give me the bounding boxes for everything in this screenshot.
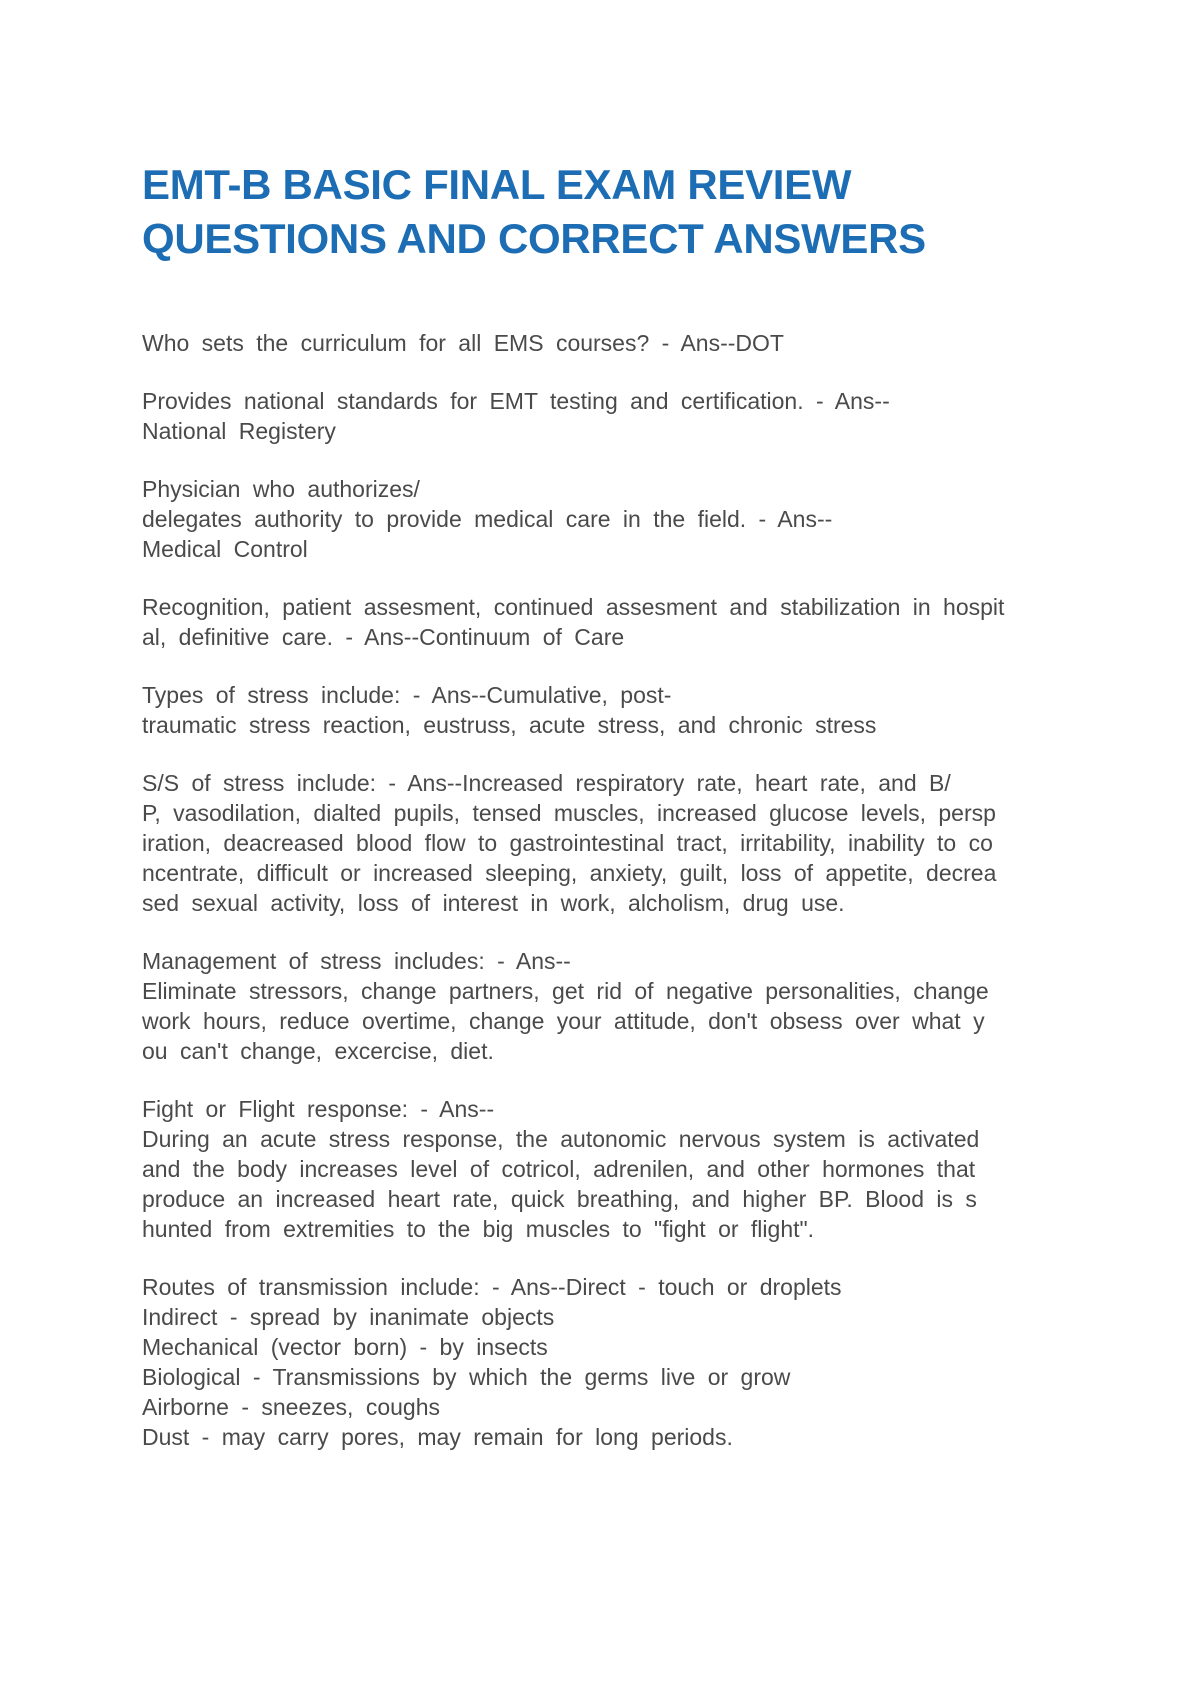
qa-line: S/S of stress include: - Ans--Increased respiratory rate, heart rate, and B/	[142, 770, 951, 796]
qa-line: al, definitive care. - Ans--Continuum of Care	[142, 624, 625, 650]
qa-line: Physician who authorizes/	[142, 476, 420, 502]
qa-entry	[142, 946, 1062, 1066]
qa-line: Airborne - sneezes, coughs	[142, 1394, 440, 1420]
qa-line: delegates authority to provide medical care in the field. - Ans--	[142, 506, 833, 532]
qa-line: Management of stress includes: - Ans--	[142, 948, 571, 974]
qa-line: Provides national standards for EMT testing and certification. - Ans--	[142, 388, 890, 414]
qa-line: iration, deacreased blood flow to gastrointestinal tract, irritability, inability to co	[142, 830, 993, 856]
qa-line: ncentrate, difficult or increased sleeping, anxiety, guilt, loss of appetite, decrea	[142, 860, 997, 886]
qa-line: Recognition, patient assesment, continued assesment and stabilization in hospit	[142, 594, 1005, 620]
qa-line: and the body increases level of cotricol, adrenilen, and other hormones that	[142, 1156, 976, 1182]
qa-line: Mechanical (vector born) - by insects	[142, 1334, 548, 1360]
qa-line: Eliminate stressors, change partners, get rid of negative personalities, change	[142, 978, 989, 1004]
qa-line: produce an increased heart rate, quick breathing, and higher BP. Blood is s	[142, 1186, 977, 1212]
qa-line: Biological - Transmissions by which the germs live or grow	[142, 1364, 791, 1390]
qa-line: P, vasodilation, dialted pupils, tensed muscles, increased glucose levels, persp	[142, 800, 996, 826]
qa-line: During an acute stress response, the autonomic nervous system is activated	[142, 1126, 980, 1152]
document-title	[142, 158, 1062, 266]
title-line-2: QUESTIONS AND CORRECT ANSWERS	[142, 215, 926, 262]
qa-line: Who sets the curriculum for all EMS courses? - Ans--DOT	[142, 330, 784, 356]
qa-line: ou can't change, excercise, diet.	[142, 1038, 494, 1064]
qa-entry	[142, 768, 1062, 918]
qa-list	[142, 328, 1062, 1452]
qa-line: Routes of transmission include: - Ans--Direct - touch or droplets	[142, 1274, 842, 1300]
qa-line: hunted from extremities to the big muscles to "fight or flight".	[142, 1216, 815, 1242]
qa-line: Dust - may carry pores, may remain for long periods.	[142, 1424, 733, 1450]
qa-line: sed sexual activity, loss of interest in work, alcholism, drug use.	[142, 890, 845, 916]
qa-line: Medical Control	[142, 536, 308, 562]
qa-entry	[142, 474, 1062, 564]
qa-entry	[142, 680, 1062, 740]
qa-line: Indirect - spread by inanimate objects	[142, 1304, 555, 1330]
qa-entry	[142, 386, 1062, 446]
title-line-1: EMT-B BASIC FINAL EXAM REVIEW	[142, 161, 852, 208]
qa-line: Types of stress include: - Ans--Cumulative, post-	[142, 682, 672, 708]
qa-entry	[142, 592, 1062, 652]
qa-entry	[142, 1094, 1062, 1244]
qa-line: work hours, reduce overtime, change your attitude, don't obsess over what y	[142, 1008, 985, 1034]
qa-entry	[142, 328, 1062, 358]
qa-line: Fight or Flight response: - Ans--	[142, 1096, 495, 1122]
qa-line: National Registery	[142, 418, 336, 444]
qa-line: traumatic stress reaction, eustruss, acute stress, and chronic stress	[142, 712, 877, 738]
document-page	[142, 158, 1062, 1480]
qa-entry	[142, 1272, 1062, 1452]
